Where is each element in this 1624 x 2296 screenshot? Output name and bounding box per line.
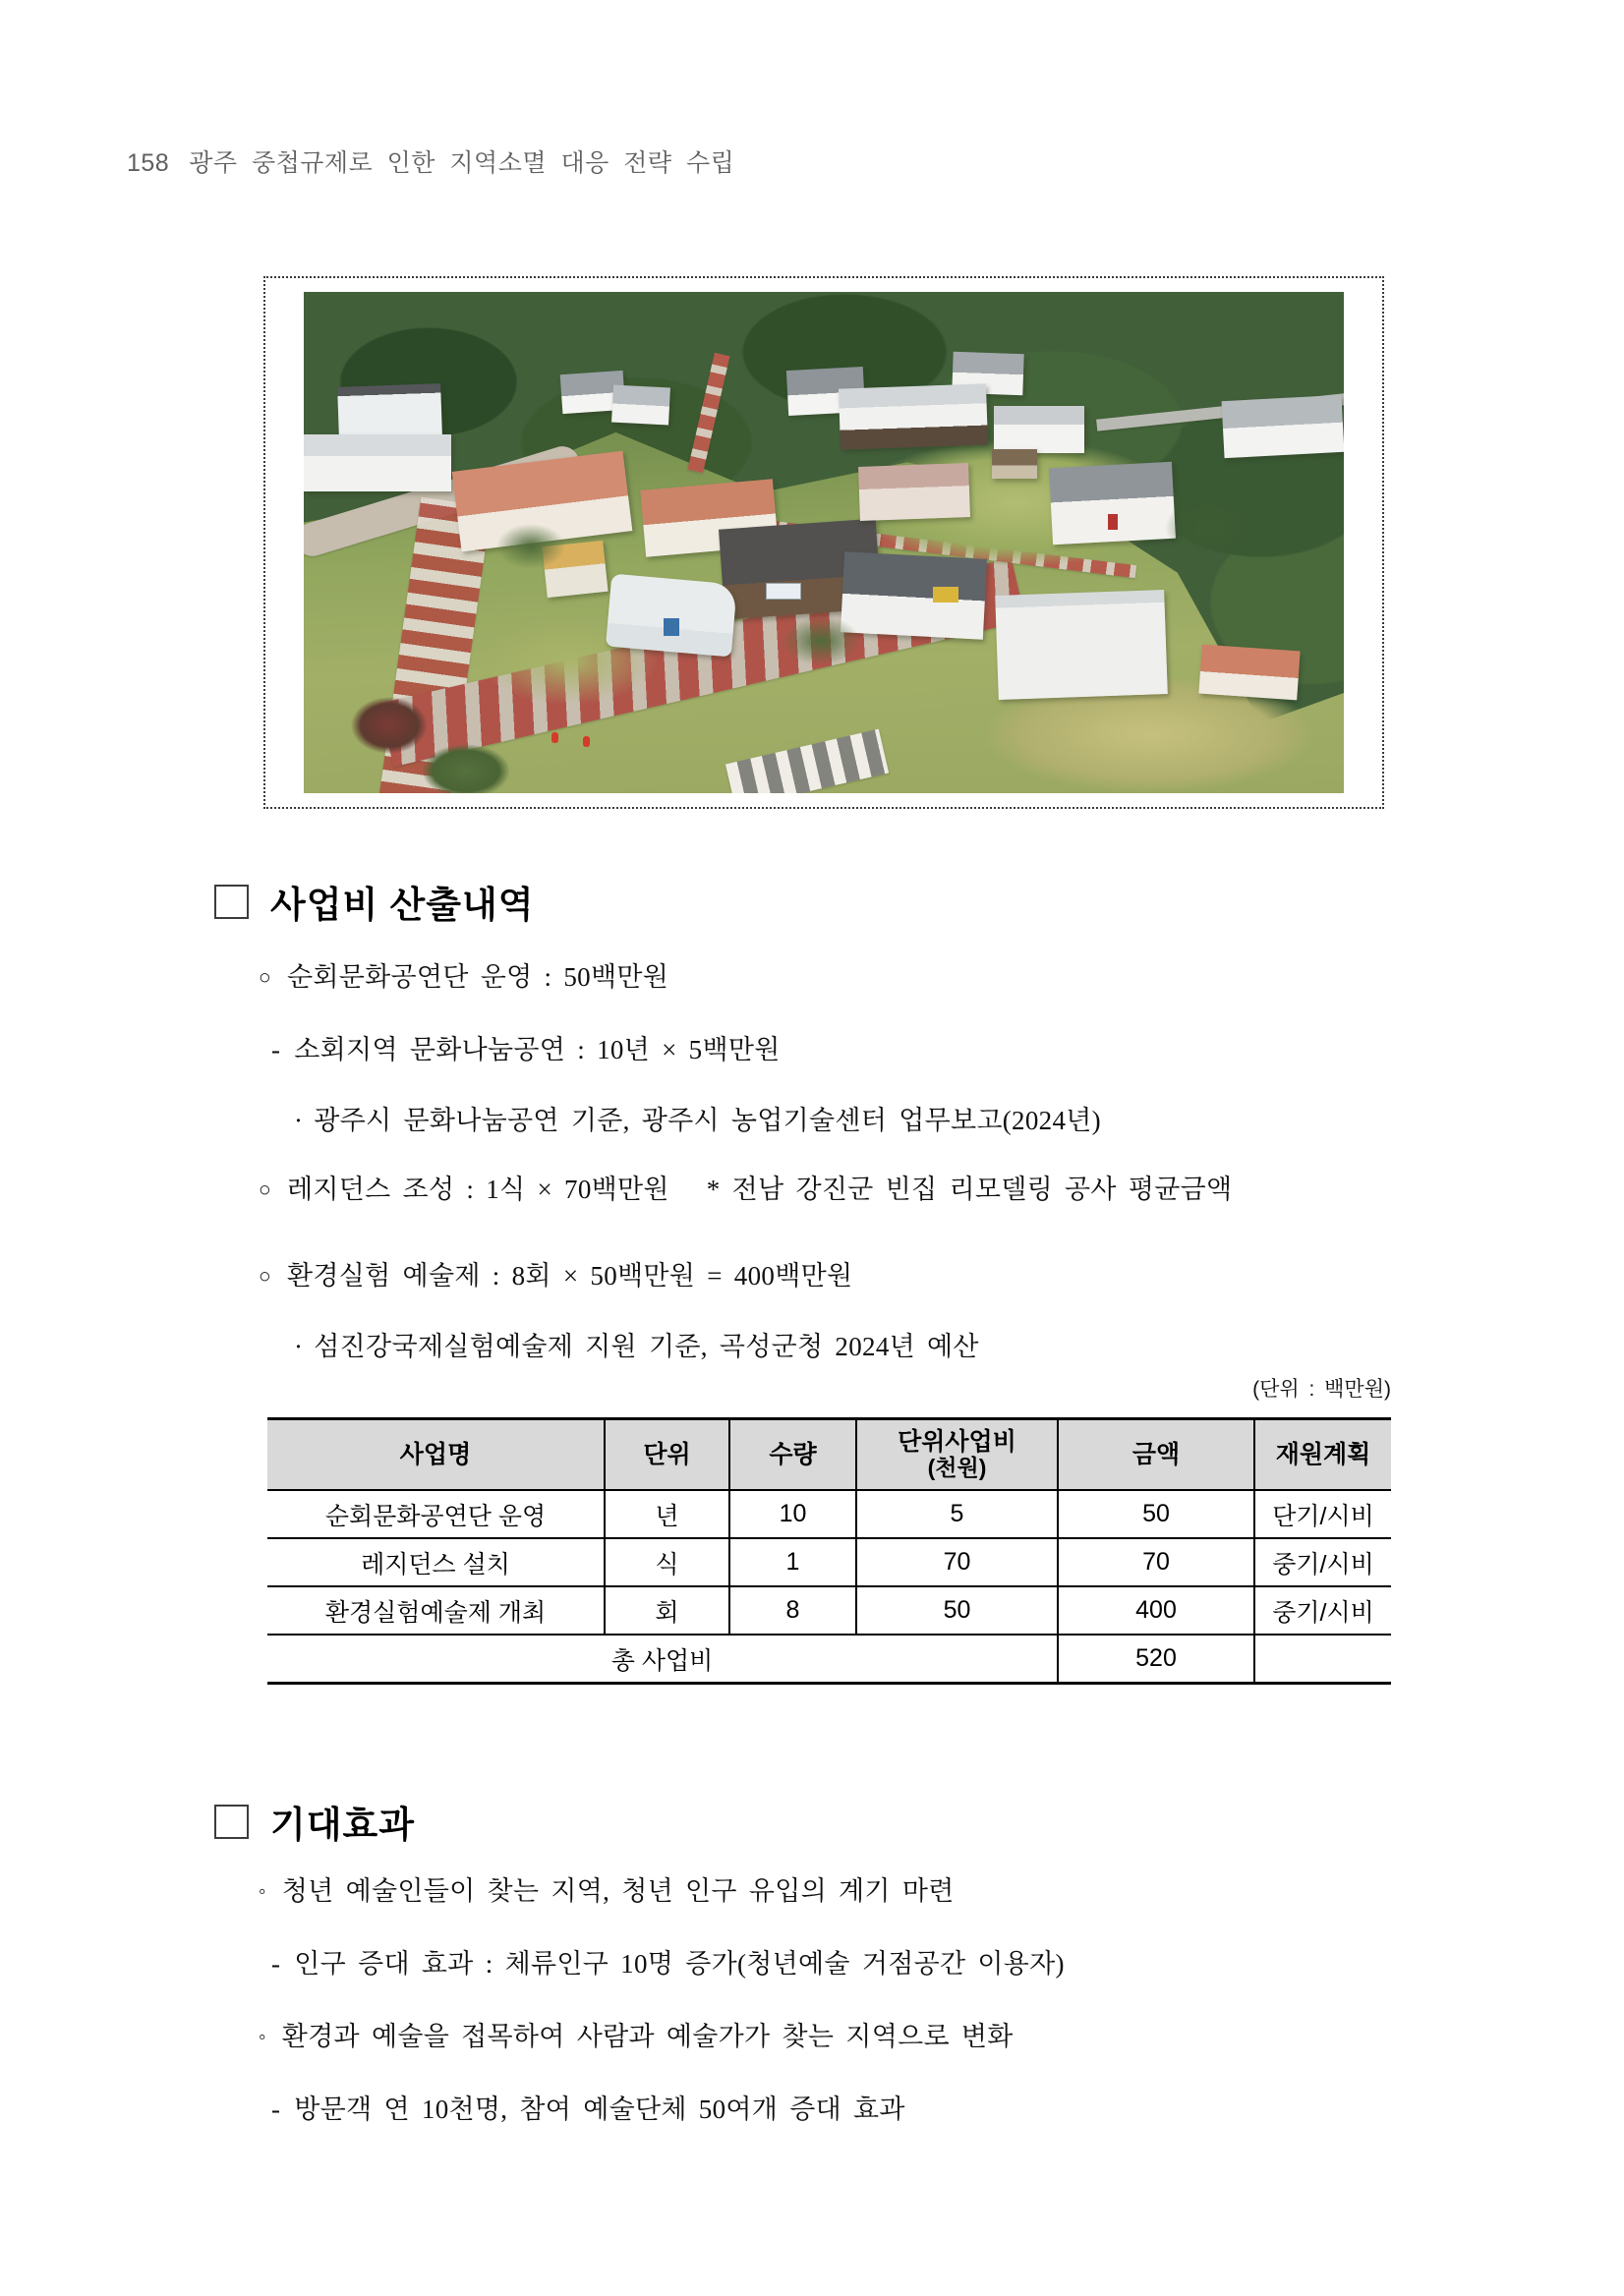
list-item-text: 인구 증대 효과 : 체류인구 10명 증가(청년예술 거점공간 이용자) (294, 1949, 1065, 1979)
bush-shape (1165, 498, 1253, 557)
table-header-row (267, 1419, 1391, 1491)
bullet-marker: ○ (259, 965, 271, 989)
path-shape (716, 514, 1136, 578)
house-shape (1222, 395, 1344, 458)
section-title: 사업비 산출내역 (270, 885, 535, 925)
cell-unit: 년 (605, 1490, 729, 1538)
person-figure (583, 736, 590, 747)
lawn-shape (481, 616, 658, 705)
cell-project: 순회문화공연단 운영 (267, 1490, 605, 1538)
cell-amount: 50 (1058, 1490, 1254, 1538)
photo-frame (263, 276, 1384, 809)
cell-amount: 70 (1058, 1538, 1254, 1586)
red-door-accent (1108, 514, 1118, 530)
path-shape (687, 353, 729, 473)
shed-shape (992, 449, 1037, 479)
cell-unit: 회 (605, 1586, 729, 1635)
section-title: 기대효과 (270, 1805, 415, 1845)
house-shape (452, 451, 633, 552)
cell-unit: 식 (605, 1538, 729, 1586)
vehicle-shape (766, 583, 801, 600)
cell-empty (1254, 1635, 1391, 1684)
list-item-text: 환경실험 예술제 : 8회 × 50백만원 = 400백만원 (286, 1261, 853, 1291)
bush-shape (782, 616, 860, 665)
house-shape (786, 367, 865, 416)
list-item-text: 청년 예술인들이 찾는 지역, 청년 인구 유입의 계기 마련 (281, 1876, 955, 1906)
cell-unit-cost: 50 (856, 1586, 1058, 1635)
house-shape (839, 383, 988, 449)
cell-total-amount: 520 (1058, 1635, 1254, 1684)
col-header-unit: 단위 (605, 1419, 729, 1491)
list-item (294, 1099, 1101, 1137)
cost-table (267, 1417, 1391, 1685)
square-bullet-icon (214, 885, 249, 919)
house-shape (337, 383, 442, 438)
list-item (259, 1254, 852, 1292)
road-shape (304, 442, 583, 560)
house-shape (1049, 462, 1176, 545)
road-shape (379, 557, 1026, 767)
list-item-text: 순회문화공연단 운영 : 50백만원 (286, 962, 669, 992)
bullet-marker: - (271, 1035, 281, 1064)
house-shape (606, 574, 737, 658)
col-header-unit-cost (856, 1419, 1058, 1491)
person-figure (551, 732, 558, 743)
lawn-shape (854, 439, 1179, 567)
bullet-marker: · (294, 1106, 304, 1135)
bullet-marker: - (271, 1949, 281, 1979)
section-heading-effects (214, 1795, 415, 1848)
bullet-marker: - (271, 2095, 281, 2124)
list-item (259, 1869, 955, 1908)
house-shape (542, 541, 608, 598)
house-shape (841, 551, 987, 639)
house-shape (858, 463, 970, 521)
list-item (259, 2015, 1014, 2053)
section-heading-budget (214, 875, 534, 928)
col-header-amount: 금액 (1058, 1419, 1254, 1491)
cell-project: 환경실험예술제 개최 (267, 1586, 605, 1635)
cell-total-label: 총 사업비 (267, 1635, 1058, 1684)
list-item-text: 소회지역 문화나눔공연 : 10년 × 5백만원 (294, 1035, 781, 1064)
list-item-text: 레지던스 조성 : 1식 × 70백만원 (286, 1175, 669, 1204)
village-aerial-photo (304, 292, 1344, 793)
crosswalk-shape (725, 729, 889, 793)
bush-shape (496, 524, 565, 569)
cell-unit-cost: 5 (856, 1490, 1058, 1538)
list-item-text: 환경과 예술을 접목하여 사람과 예술가가 찾는 지역으로 변화 (281, 2022, 1014, 2051)
table-unit-note: (단위 : 백만원) (1252, 1378, 1391, 1401)
list-item (271, 1028, 781, 1066)
list-item (259, 1168, 1232, 1206)
list-item (294, 1325, 979, 1363)
list-item (271, 2088, 905, 2126)
bush-shape (422, 744, 510, 793)
forest-area (304, 292, 1344, 793)
col-header-project: 사업명 (267, 1419, 605, 1491)
bullet-marker: ◦ (259, 1879, 266, 1903)
house-shape (1198, 645, 1300, 701)
excavator-shape (933, 587, 958, 603)
page-number: 158 (127, 149, 170, 177)
house-shape (719, 519, 882, 620)
table-row (267, 1538, 1391, 1586)
cell-project: 레지던스 설치 (267, 1538, 605, 1586)
house-shape (611, 385, 670, 426)
running-head (127, 144, 734, 179)
table-row (267, 1490, 1391, 1538)
report-title: 광주 중첩규제로 인한 지역소멸 대응 전략 수립 (189, 149, 735, 177)
bullet-marker: ○ (259, 1264, 271, 1288)
road-shape (376, 497, 492, 793)
list-item-text: 광주시 문화나눔공연 기준, 광주시 농업기술센터 업무보고(2024년) (314, 1106, 1101, 1135)
list-item (259, 955, 668, 994)
table-footer-row (267, 1635, 1391, 1684)
blue-door-accent (664, 618, 679, 636)
house-shape (560, 371, 626, 414)
house-shape (952, 352, 1023, 395)
bullet-marker: ○ (259, 1177, 271, 1201)
house-shape (995, 590, 1168, 700)
list-item-note: * 전남 강진군 빈집 리모델링 공사 평균금액 (706, 1175, 1233, 1204)
road-shape (1096, 392, 1344, 430)
cell-qty: 10 (729, 1490, 856, 1538)
list-item-text: 방문객 연 10천명, 참여 예술단체 50여개 증대 효과 (294, 2095, 905, 2124)
table-row (267, 1586, 1391, 1635)
lawn-shape (982, 675, 1316, 793)
bush-shape (351, 697, 428, 754)
cell-funding: 단기/시비 (1254, 1490, 1391, 1538)
list-item-text: 섬진강국제실험예술제 지원 기준, 곡성군청 2024년 예산 (314, 1332, 979, 1361)
house-shape (304, 434, 451, 491)
cell-funding: 중기/시비 (1254, 1586, 1391, 1635)
cell-funding: 중기/시비 (1254, 1538, 1391, 1586)
cell-qty: 8 (729, 1586, 856, 1635)
list-item (271, 1942, 1065, 1980)
bullet-marker: ◦ (259, 2025, 266, 2048)
house-shape (994, 406, 1084, 453)
col-header-unit-cost-sub: (천원) (927, 1455, 987, 1481)
square-bullet-icon (214, 1805, 249, 1839)
bullet-marker: · (294, 1332, 304, 1361)
col-header-funding: 재원계획 (1254, 1419, 1391, 1491)
cell-amount: 400 (1058, 1586, 1254, 1635)
cell-unit-cost: 70 (856, 1538, 1058, 1586)
house-shape (640, 479, 778, 557)
col-header-qty: 수량 (729, 1419, 856, 1491)
col-header-unit-cost-main: 단위사업비 (898, 1428, 1016, 1457)
cell-qty: 1 (729, 1538, 856, 1586)
